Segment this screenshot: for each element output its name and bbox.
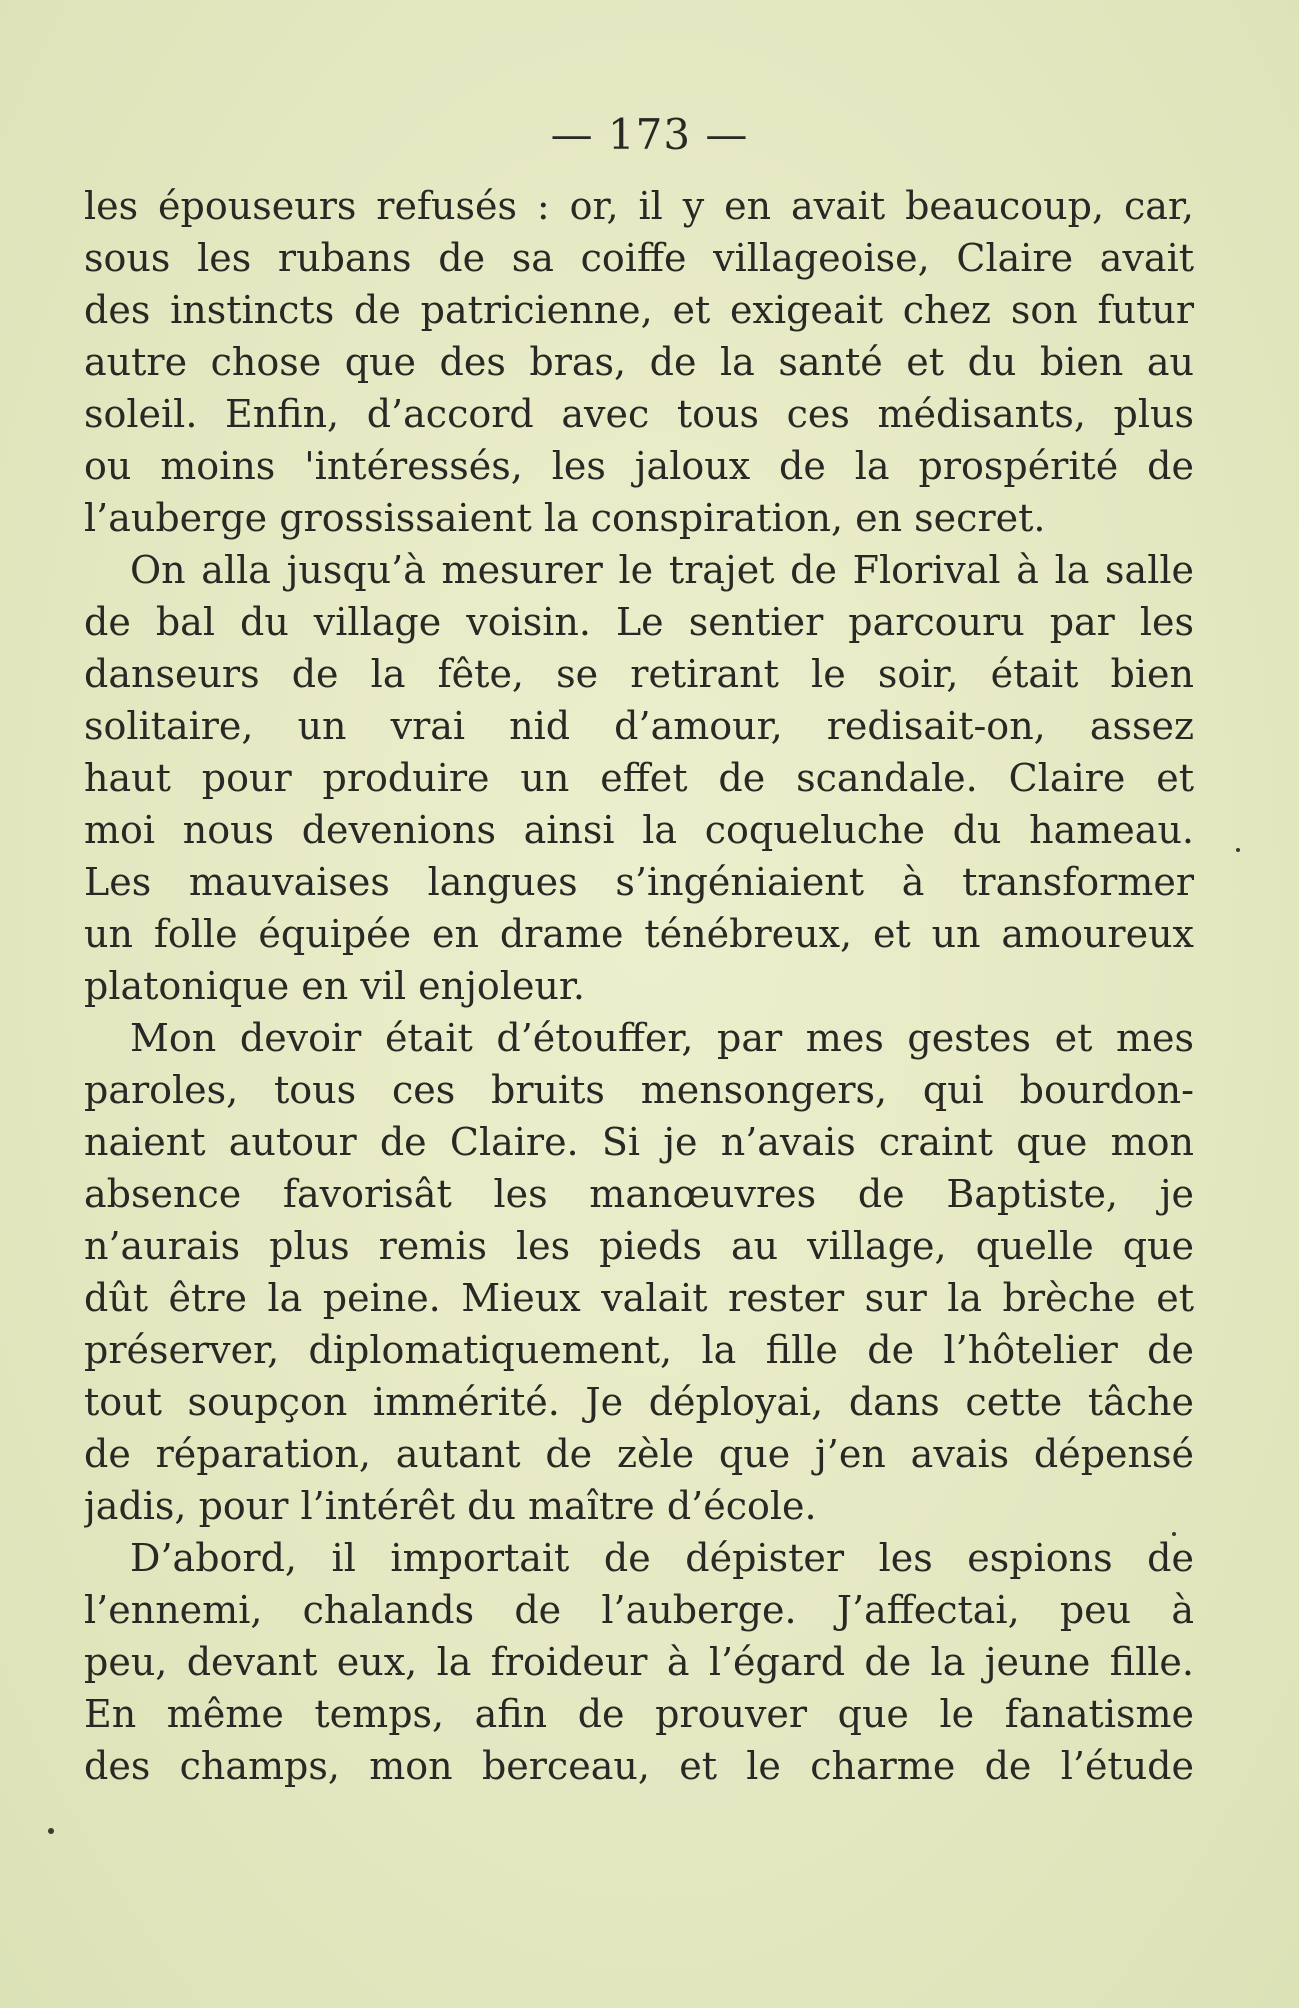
text-line: En même temps, afin de prouver que le fanatisme [84, 1692, 1194, 1736]
text-line: de réparation, autant de zèle que j’en avais dépensé [84, 1432, 1194, 1476]
text-line: préserver, diplomatiquement, la fille de l’hôtelier de [84, 1328, 1194, 1372]
text-line: n’aurais plus remis les pieds au village, quelle que [84, 1224, 1194, 1268]
text-line: platonique en vil enjoleur. [84, 964, 585, 1008]
text-line: peu, devant eux, la froideur à l’égard de la jeune fille. [84, 1640, 1194, 1684]
text-line: soleil. Enfin, d’accord avec tous ces médisants, plus [84, 392, 1194, 436]
text-line: autre chose que des bras, de la santé et du bien au [84, 340, 1194, 384]
text-line: On alla jusqu’à mesurer le trajet de Florival à la salle [130, 548, 1194, 592]
page-number: — 173 — [550, 110, 749, 159]
text-line: des instincts de patricienne, et exigeait chez son futur [84, 288, 1194, 332]
ink-speck [1172, 1532, 1176, 1536]
text-line: un folle équipée en drame ténébreux, et un amoureux [84, 912, 1194, 956]
text-line: tout soupçon immérité. Je déployai, dans cette tâche [84, 1380, 1194, 1424]
text-line: naient autour de Claire. Si je n’avais craint que mon [84, 1120, 1194, 1164]
text-line: absence favorisât les manœuvres de Baptiste, je [84, 1172, 1194, 1216]
ink-speck [1236, 848, 1240, 852]
text-line: Les mauvaises langues s’ingéniaient à transformer [84, 860, 1194, 904]
text-line: haut pour produire un effet de scandale. Claire et [84, 756, 1194, 800]
text-line: sous les rubans de sa coiffe villageoise, Claire avait [84, 236, 1194, 280]
text-line: les épouseurs refusés : or, il y en avait beaucoup, car, [84, 184, 1194, 228]
text-line: moi nous devenions ainsi la coqueluche du hameau. [84, 808, 1194, 852]
text-line: Mon devoir était d’étouffer, par mes gestes et mes [130, 1016, 1194, 1060]
text-line: l’ennemi, chalands de l’auberge. J’affectai, peu à [84, 1588, 1194, 1632]
text-line: l’auberge grossissaient la conspiration, en secret. [84, 496, 1046, 540]
ink-speck [48, 1828, 54, 1834]
text-line: paroles, tous ces bruits mensongers, qui bourdon- [84, 1068, 1194, 1112]
text-line: des champs, mon berceau, et le charme de l’étude [84, 1744, 1194, 1788]
text-line: danseurs de la fête, se retirant le soir, était bien [84, 652, 1194, 696]
body-text [84, 180, 1194, 1792]
text-line: ou moins 'intéressés, les jaloux de la prospérité de [84, 444, 1194, 488]
text-line: D’abord, il importait de dépister les espions de [130, 1536, 1194, 1580]
text-line: solitaire, un vrai nid d’amour, redisait-on, assez [84, 704, 1194, 748]
text-line: dût être la peine. Mieux valait rester sur la brèche et [84, 1276, 1194, 1320]
text-line: de bal du village voisin. Le sentier parcouru par les [84, 600, 1194, 644]
text-line: jadis, pour l’intérêt du maître d’école. [84, 1484, 817, 1528]
